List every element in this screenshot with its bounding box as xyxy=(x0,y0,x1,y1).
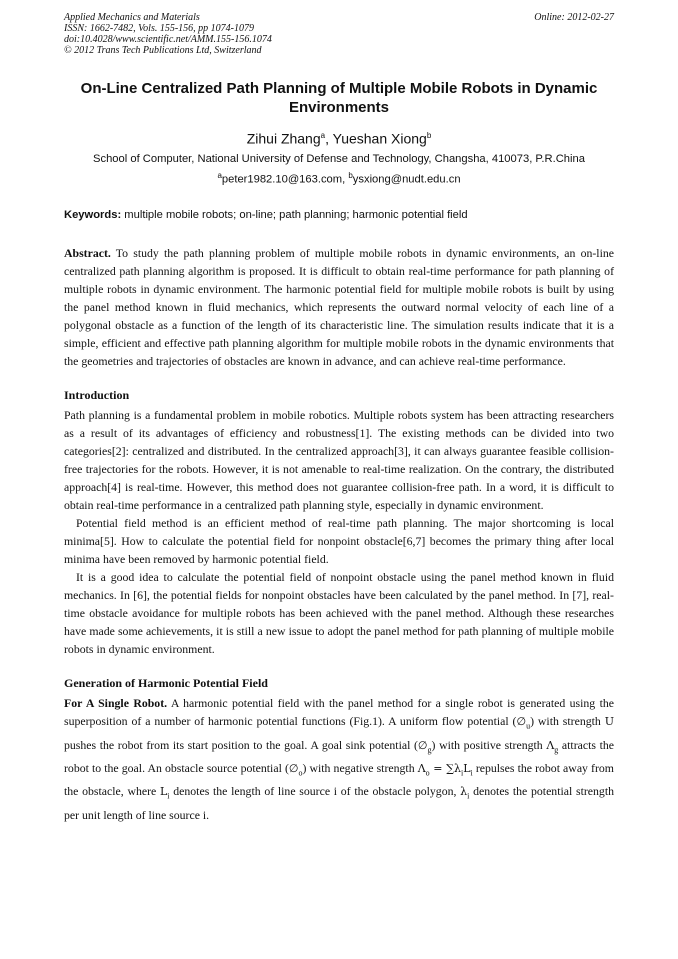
body-paragraph xyxy=(64,694,614,823)
text-run: ) with negative strength xyxy=(302,761,418,776)
math-subscript: g xyxy=(427,745,432,755)
section-heading: Generation of Harmonic Potential Field xyxy=(64,676,268,691)
math-symbol: ∅ xyxy=(288,762,299,776)
abstract-paragraph xyxy=(64,244,614,370)
email-link[interactable]: peter1982.10@163.com, xyxy=(221,173,349,186)
math-symbol: ∅ xyxy=(516,715,527,729)
email-sup: b xyxy=(348,170,353,180)
keywords-text: multiple mobile robots; on-line; path planning; harmonic potential field xyxy=(121,209,468,222)
author-line xyxy=(64,127,614,148)
email-sup: a xyxy=(217,170,222,180)
math-symbol: Λ xyxy=(417,762,426,776)
math-subscript: i xyxy=(470,768,473,778)
author-emails xyxy=(64,169,614,187)
math-symbol: Λ xyxy=(546,738,555,752)
text-run: ) with strength xyxy=(530,714,605,729)
text-run: pushes the robot from its start position to the goal. A goal sink potential ( xyxy=(64,737,418,752)
text-run: repulses the robot away from the obstacle, where xyxy=(64,761,614,799)
journal-name: Applied Mechanics and Materials xyxy=(64,12,200,23)
text-run: denotes the potential strength per unit length of line source i. xyxy=(64,784,614,822)
author-separator: , xyxy=(325,130,333,147)
math-symbol: U xyxy=(604,715,614,729)
math-symbol: L xyxy=(159,785,168,799)
body-paragraph: Potential field method is an efficient method of real-time path planning. The major shortcoming is local minima[5]. How to calculate the potential field for nonpoint obstacle[6,7] becomes the primary thing after local minima have been removed by harmonic potential field. xyxy=(64,516,614,567)
math-equation: = ∑λ xyxy=(429,762,461,776)
email-link[interactable]: ysxiong@nudt.edu.cn xyxy=(352,173,461,186)
abstract-label: Abstract. xyxy=(64,246,111,261)
paper-title: On-Line Centralized Path Planning of Multiple Mobile Robots in Dynamic Environments xyxy=(80,80,598,116)
keywords-label: Keywords: xyxy=(64,209,122,222)
text-run: attracts the robot to the goal. An obstacle source potential ( xyxy=(64,737,615,776)
body-paragraph: Path planning is a fundamental problem in mobile robotics. Multiple robots system has been attracting researchers as a result of its advantages of efficiency and robustness[1]. The existing methods can be divided into two categories[2]: centralized and distributed. In the centralized approach[3], it can always guarantee feasible collision-free trajectories for the robots. However, it is not amenable to real-time realization. On the contrary, the distributed approach[4] is real-time. However, this method does not guarantee collision-free path. In a word, it is difficult to obtain real-time performance in a centralized path planning style, especially in dynamic environment. xyxy=(64,408,614,513)
math-subscript: g xyxy=(554,745,559,755)
math-subscript: o xyxy=(298,768,303,778)
text-run: ) with positive strength xyxy=(431,737,547,752)
author-sup: a xyxy=(320,131,326,140)
author-name: Zihui Zhang xyxy=(246,130,321,147)
author-sup: b xyxy=(426,131,432,140)
text-run: A harmonic potential field with the panel method for a single robot is generated using the superposition of a number of harmonic potential functions (Fig.1). A uniform flow potential ( xyxy=(64,696,614,729)
author-name: Yueshan Xiong xyxy=(332,130,427,147)
math-subscript: i xyxy=(467,791,470,801)
journal-info xyxy=(64,12,272,56)
text-run: denotes the length of line source i of the obstacle polygon, xyxy=(169,784,461,799)
math-subscript: i xyxy=(460,768,464,778)
keywords xyxy=(64,208,614,222)
math-subscript: i xyxy=(167,791,170,801)
math-symbol: L xyxy=(463,762,471,776)
affiliation: School of Computer, National University of Defense and Technology, Changsha, 410073, P.R.China xyxy=(93,152,585,165)
section-heading: Introduction xyxy=(64,388,130,403)
journal-copyright: © 2012 Trans Tech Publications Ltd, Switzerland xyxy=(64,45,262,56)
journal-header xyxy=(64,12,614,56)
journal-doi: doi:10.4028/www.scientific.net/AMM.155-156.1074 xyxy=(64,34,272,45)
paragraph-lead: For A Single Robot. xyxy=(64,696,168,711)
math-symbol: λ xyxy=(460,785,468,799)
math-symbol: ∅ xyxy=(417,738,428,752)
online-date: Online: 2012-02-27 xyxy=(534,12,614,23)
body-paragraph: It is a good idea to calculate the potential field of nonpoint obstacle using the panel method known in fluid mechanics. In [6], the potential fields for nonpoint obstacles have been calculated by the panel method. In [7], real-time obstacle avoidance for multiple robots has been achieved with the panel method. Although these researches have made some achievements, it is still a new issue to adopt the panel method for path planning of multiple mobile robots in dynamic environment. xyxy=(64,570,614,657)
abstract-text: To study the path planning problem of multiple mobile robots in dynamic environments, an on-line centralized path planning algorithm is proposed. It is difficult to obtain real-time performance for path planning of multiple robots in dynamic environment. The harmonic potential field for multiple mobile robots is built by using the panel method known in fluid mechanics, which represents the outward normal velocity of each line of a polygonal obstacle as a function of the length of its characteristic line. The simulation results indicate that it is a simple, efficient and effective path planning algorithm for multiple mobile robots in the dynamic environments that the geometries and trajectories of obstacles are known in advance, and can achieve real-time performance. xyxy=(64,246,614,369)
math-subscript: o xyxy=(425,768,430,778)
math-subscript: u xyxy=(526,721,531,731)
journal-issn: ISSN: 1662-7482, Vols. 155-156, pp 1074-1079 xyxy=(64,23,254,34)
